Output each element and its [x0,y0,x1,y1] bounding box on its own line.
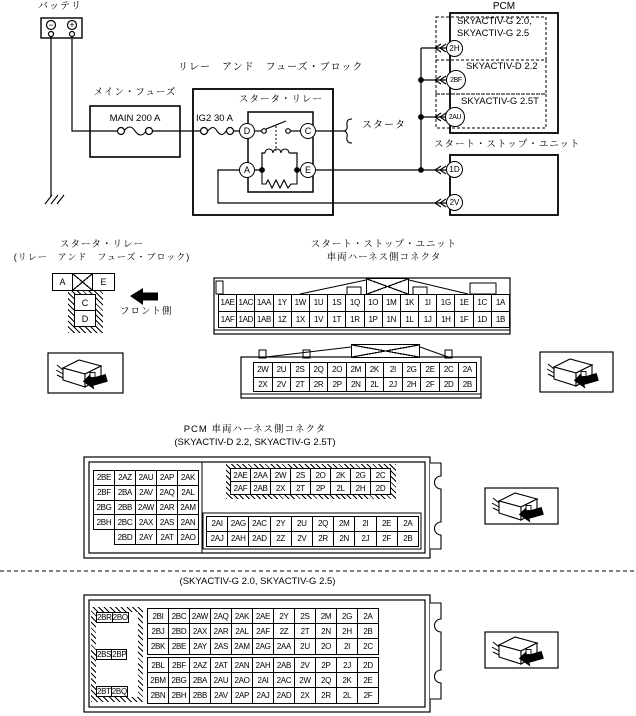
pin-2N: 2N [346,377,366,393]
pin-2AL: 2AL [177,485,199,501]
pin-2AB: 2AB [273,657,295,673]
pin-1W: 1W [291,294,310,312]
pin-2V: 2V [291,531,313,547]
pin-2W: 2W [294,672,316,688]
pcm-g-main-bottom-block [147,657,379,704]
pin-2AD: 2AD [248,531,270,547]
pin-2AE: 2AE [230,468,251,482]
pin-2BI: 2BI [147,608,169,624]
ss-connector-table2 [253,362,477,392]
pin-2AS: 2AS [156,514,178,530]
pin-1Z: 1Z [273,311,292,329]
pin-2AW: 2AW [135,500,157,516]
pin-2AT: 2AT [210,657,232,673]
pin-2Z: 2Z [273,623,295,639]
pin-1C: 1C [473,294,492,312]
pin-2F: 2F [357,687,379,703]
pin-2BE: 2BE [168,638,190,654]
pin-2H: 2H [402,377,422,393]
pin-2BE: 2BE [93,470,115,486]
pin-2F: 2F [376,531,398,547]
pin-2G: 2G [402,362,422,378]
pin-2BD: 2BD [168,623,190,639]
pcm-group-g25-label-2: SKYACTIV-G 2.5 [457,28,530,39]
pin-2I: 2I [354,516,376,532]
pin-2AZ: 2AZ [189,657,211,673]
pin-2D: 2D [370,481,391,495]
relay-pin-c: C [74,294,96,311]
pin-2BJ: 2BJ [147,623,169,639]
pin-1G: 1G [436,294,455,312]
pin-2AK: 2AK [231,608,253,624]
pin-2AY: 2AY [189,638,211,654]
pin-2BM: 2BM [147,672,169,688]
pin-2BB: 2BB [114,500,136,516]
pin-2BP: 2BP [112,650,127,659]
pin-2X: 2X [294,687,316,703]
pin-2C: 2C [357,638,379,654]
pin-2C: 2C [439,362,459,378]
pin-2BK: 2BK [147,638,169,654]
battery-label: バッテリ [38,1,82,12]
pin-2AA: 2AA [273,638,295,654]
relay-terminal-d: D [239,123,255,139]
pin-2BT: 2BT [97,687,111,696]
pin-2U: 2U [291,516,313,532]
front-side-label: フロント側 [120,306,173,317]
pin-2AO: 2AO [177,529,199,545]
pin-1I: 1I [418,294,437,312]
pin-2BN: 2BN [147,687,169,703]
relay-pin-a: A [52,273,73,291]
pin-row [93,470,199,486]
pin-2N: 2N [315,623,337,639]
pin-1AB: 1AB [254,311,273,329]
pin-1S: 1S [327,294,346,312]
pin-2Z: 2Z [270,531,292,547]
pin-2AC: 2AC [273,672,295,688]
pin-2L: 2L [365,377,385,393]
pin-2P: 2P [310,481,331,495]
pin-2B: 2B [397,531,419,547]
main-fuse-value: MAIN 200 A [109,113,161,124]
pin-1AF: 1AF [218,311,237,329]
pin-row [96,650,138,660]
pcm-group-g25t-label: SKYACTIV-G 2.5T [461,96,539,107]
ss-table1-keyway [366,278,409,295]
pin-row [253,362,477,378]
starter-relay-label: スタータ・リレー [238,94,323,105]
pcm-d-left-block [93,470,199,545]
pin-2AQ: 2AQ [156,485,178,501]
pin-1Y: 1Y [273,294,292,312]
pin-2P: 2P [327,377,347,393]
pin-2AV: 2AV [210,687,232,703]
pcm-d-sealed-block [226,464,396,499]
pin-2AI: 2AI [206,516,228,532]
pin-2C: 2C [370,468,391,482]
pin-2BS: 2BS [97,650,112,659]
ss-table2-keyway [351,344,420,358]
pin-2BR: 2BR [97,613,112,622]
pin-row [147,608,379,624]
pin-2BA: 2BA [189,672,211,688]
pin-1AC: 1AC [236,294,255,312]
pin-2O: 2O [327,362,347,378]
relay-pin-blocked [72,273,93,291]
pin-2G: 2G [336,608,358,624]
pcm-title: PCM [492,1,516,12]
relay-pin-d: D [74,310,96,327]
pin-2Q: 2Q [312,516,334,532]
pin-2AR: 2AR [210,623,232,639]
pin-row [218,294,510,312]
pin-2J: 2J [383,377,403,393]
pin-2BL: 2BL [147,657,169,673]
pin-row [147,673,379,688]
pin-2J: 2J [354,531,376,547]
pin-2BC: 2BC [168,608,190,624]
pin-1D: 1D [473,311,492,329]
pin-1V: 1V [309,311,328,329]
pin-row [93,515,199,530]
pin-2M: 2M [333,516,355,532]
pin-2AH: 2AH [252,657,274,673]
relay-pin-e: E [92,273,115,291]
ss-connector-1d: 1D [446,161,463,178]
pin-2X: 2X [270,481,291,495]
pin-2AK: 2AK [177,470,199,486]
pin-1O: 1O [364,294,383,312]
pin-1T: 1T [327,311,346,329]
pin-row [230,468,391,482]
pin-1E: 1E [454,294,473,312]
pin-2L: 2L [330,481,351,495]
pin-1U: 1U [309,294,328,312]
pin-2AJ: 2AJ [206,531,228,547]
pin-2H: 2H [336,623,358,639]
pin-2G: 2G [350,468,371,482]
pin-2T: 2T [290,377,310,393]
pin-2AG: 2AG [252,638,274,654]
pin-2Y: 2Y [273,608,295,624]
relay-terminal-e: E [300,162,316,178]
pcm-d-right-top-block [230,468,391,495]
pin-2BG: 2BG [93,500,115,516]
battery-plus-symbol: + [69,19,75,30]
pin-2AL: 2AL [231,623,253,639]
pcm-connector-d-subtitle: (SKYACTIV-D 2.2, SKYACTIV-G 2.5T) [174,437,336,448]
main-fuse-label: メイン・フューズ [93,87,177,98]
pin-1Q: 1Q [345,294,364,312]
pin-2D: 2D [357,657,379,673]
pin-row [230,482,391,495]
pin-2V: 2V [294,657,316,673]
ig2-fuse-value: IG2 30 A [196,113,233,124]
pin-2Q: 2Q [315,672,337,688]
pin-2AG: 2AG [227,516,249,532]
pin-2AB: 2AB [250,481,271,495]
pin-2AF: 2AF [230,481,251,495]
pin-2BC: 2BC [114,514,136,530]
ss-connector-2v: 2V [446,194,463,211]
pin-2AC: 2AC [248,516,270,532]
relay-connector-subtitle: (リレー アンド フューズ・ブロック) [13,252,191,262]
pcm-group-g20-label-1: SKYACTIV-G 2.0, [457,16,532,27]
pin-2AA: 2AA [250,468,271,482]
pin-2W: 2W [270,468,291,482]
pin-2BH: 2BH [168,687,190,703]
pin-2B: 2B [458,377,478,393]
pcm-connector-2h: 2H [446,40,463,57]
starter-label: スタータ [362,120,406,131]
pin-2AH: 2AH [227,531,249,547]
pin-2O: 2O [315,638,337,654]
pin-2BF: 2BF [93,485,115,501]
pin-2AX: 2AX [135,514,157,530]
relay-connector-title: スタータ・リレー [59,239,144,250]
relay-block-label: リレー アンド フューズ・ブロック [178,62,364,73]
pin-2M: 2M [315,608,337,624]
pin-2AM: 2AM [231,638,253,654]
pin-row [147,688,379,703]
pcm-connector-g-title: (SKYACTIV-G 2.0, SKYACTIV-G 2.5) [179,576,336,587]
pin-2AZ: 2AZ [114,470,136,486]
pin-2W: 2W [253,362,273,378]
pin-2A: 2A [458,362,478,378]
pin-row [206,532,419,547]
pin-row [93,530,199,545]
relay-terminal-c: C [300,123,316,139]
battery-minus-symbol: − [48,19,54,30]
pin-2E: 2E [357,672,379,688]
pin-row [93,501,199,516]
pcm-g-main-top-block [147,608,379,655]
pin-2Q: 2Q [309,362,329,378]
pin-2R: 2R [309,377,329,393]
pin-2X: 2X [253,377,273,393]
pin-2T: 2T [290,481,311,495]
pcm-connector-2au: 2AU [445,107,465,127]
pin-2L: 2L [336,687,358,703]
pin-2AR: 2AR [156,500,178,516]
pin-1X: 1X [291,311,310,329]
pcm-g-left-block [96,612,138,697]
pin-1K: 1K [400,294,419,312]
pin-row [96,687,138,697]
pin-2AN: 2AN [177,514,199,530]
pin-2AE: 2AE [252,608,274,624]
pin-2B: 2B [357,623,379,639]
pin-2I: 2I [336,638,358,654]
pin-2V: 2V [272,377,292,393]
pin-2K: 2K [365,362,385,378]
pin-2AF: 2AF [252,623,274,639]
pin-2AU: 2AU [135,470,157,486]
pin-2S: 2S [290,468,311,482]
pin-1J: 1J [418,311,437,329]
pin-2K: 2K [336,672,358,688]
pin-2E: 2E [420,362,440,378]
pin-row [93,486,199,501]
pin-1A: 1A [491,294,510,312]
pin-2AI: 2AI [252,672,274,688]
pin-2AU: 2AU [210,672,232,688]
pin-2N: 2N [333,531,355,547]
pin-2AW: 2AW [189,608,211,624]
pin-2AP: 2AP [231,687,253,703]
pcm-group-d22-label: SKYACTIV-D 2.2 [466,61,538,72]
relay-terminal-a: A [239,162,255,178]
pin-2E: 2E [376,516,398,532]
pin-2S: 2S [290,362,310,378]
pcm-d-right-bottom-block [206,516,419,547]
ground-icon [45,195,64,204]
pin-2BA: 2BA [114,485,136,501]
pin-1P: 1P [364,311,383,329]
pin-2R: 2R [312,531,334,547]
harness-side-chevrons-icon [435,44,446,207]
pin-2D: 2D [439,377,459,393]
pin-2AT: 2AT [156,529,178,545]
pin-1R: 1R [345,311,364,329]
pin-1B: 1B [491,311,510,329]
pin-2S: 2S [294,608,316,624]
pin-1AE: 1AE [218,294,237,312]
pin-row [147,657,379,673]
pin-2AD: 2AD [273,687,295,703]
pin-2A: 2A [397,516,419,532]
pin-2R: 2R [315,687,337,703]
pin-2AM: 2AM [177,500,199,516]
pin-2BB: 2BB [189,687,211,703]
pin-2K: 2K [330,468,351,482]
pin-row [147,639,379,654]
pin-row [147,624,379,639]
pin-1F: 1F [454,311,473,329]
pin-1H: 1H [436,311,455,329]
pin-2O: 2O [310,468,331,482]
pin-2BO: 2BO [112,613,128,622]
pcm-connector-d-title: PCM 車両ハーネス側コネクタ [183,424,327,435]
pin-2AJ: 2AJ [252,687,274,703]
front-direction-arrow-icon [130,288,158,305]
pin-2AO: 2AO [231,672,253,688]
pin-row [218,312,510,329]
pin-row [96,612,138,623]
pin-2U: 2U [294,638,316,654]
pin-row [206,516,419,532]
pin-2AP: 2AP [156,470,178,486]
pin-2H: 2H [350,481,371,495]
ss-connector-title: スタート・ストップ・ユニット [310,239,458,250]
pin-2AN: 2AN [231,657,253,673]
pin-2I: 2I [383,362,403,378]
pin-2AS: 2AS [210,638,232,654]
pin-1L: 1L [400,311,419,329]
pin-2BG: 2BG [168,672,190,688]
pin-2BQ: 2BQ [111,687,127,696]
pin-2A: 2A [357,608,379,624]
pin-2AX: 2AX [189,623,211,639]
pin-2Y: 2Y [270,516,292,532]
pin-1M: 1M [382,294,401,312]
pin-2AQ: 2AQ [210,608,232,624]
ss-connector-table1 [218,294,510,328]
pin-2BD: 2BD [114,529,136,545]
pin-2T: 2T [294,623,316,639]
pin-2BH: 2BH [93,514,115,530]
start-stop-unit-label: スタート・ストップ・ユニット [434,139,581,150]
pin-1AA: 1AA [254,294,273,312]
pin-2BF: 2BF [168,657,190,673]
pcm-connector-2bf: 2BF [446,70,466,90]
ss-connector-subtitle: 車両ハーネス側コネクタ [326,252,442,263]
pin-2M: 2M [346,362,366,378]
pin-2J: 2J [336,657,358,673]
pin-2F: 2F [420,377,440,393]
pin-2P: 2P [315,657,337,673]
pin-1N: 1N [382,311,401,329]
pin-row [253,378,477,393]
pin-2AY: 2AY [135,529,157,545]
pin-2U: 2U [272,362,292,378]
pcm-g-sealed-block [91,607,143,702]
pin-1AD: 1AD [236,311,255,329]
pin-2AV: 2AV [135,485,157,501]
